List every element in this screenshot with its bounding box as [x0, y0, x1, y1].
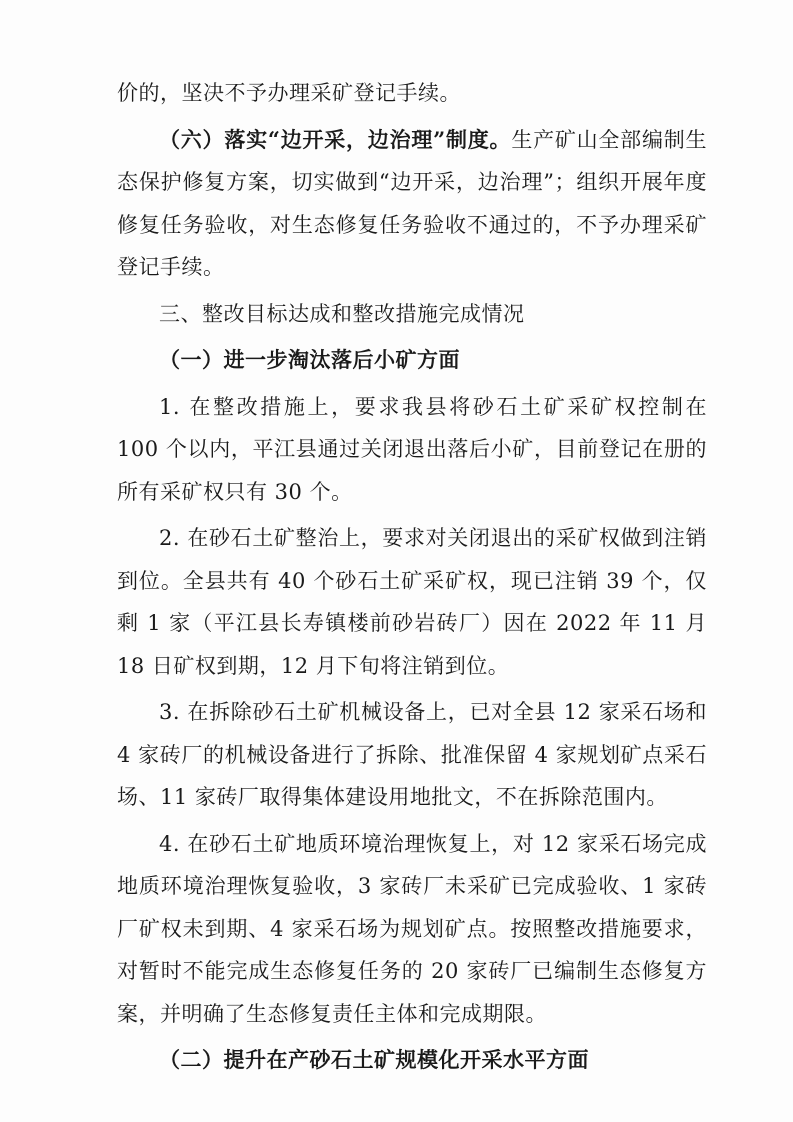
document-body	[117, 72, 707, 1082]
paragraph-measure-2: 2. 在砂石土矿整治上，要求对关闭退出的采矿权做到注销到位。全县共有 40 个砂石土矿采矿权，现已注销 39 个，仅剩 1 家（平江县长寿镇楼前砂岩砖厂）因在 2022 年 11 月 18 日矿权到期，12 月下旬将注销到位。	[117, 526, 707, 678]
subsection-heading-2: （二）提升在产砂石土矿规模化开采水平方面	[159, 1047, 589, 1072]
item-6-heading: （六）落实“边开采，边治理”制度。	[159, 126, 512, 152]
item-6-text: 生产矿山全部编制生态保护修复方案，切实做到“边开采，边治理”；组织开展年度修复任务验收，对生态修复任务验收不通过的，不予办理采矿登记手续。	[117, 127, 707, 279]
subsection-heading-1: （一）进一步淘汰落后小矿方面	[159, 347, 460, 372]
paragraph-item-6	[117, 119, 707, 289]
paragraph-measure-1: 1. 在整改措施上，要求我县将砂石土矿采矿权控制在 100 个以内，平江县通过关闭退出落后小矿，目前登记在册的所有采矿权只有 30 个。	[117, 394, 707, 504]
section-heading-3: 三、整改目标达成和整改措施完成情况	[159, 301, 525, 326]
paragraph-continuation: 价的，坚决不予办理采矿登记手续。	[117, 81, 461, 105]
paragraph-measure-3: 3. 在拆除砂石土矿机械设备上，已对全县 12 家采石场和 4 家砖厂的机械设备进行了拆除、批准保留 4 家规划矿点采石场、11 家砖厂取得集体建设用地批文，不在拆除范围内。	[117, 700, 707, 809]
paragraph-measure-4: 4. 在砂石土矿地质环境治理恢复上，对 12 家采石场完成地质环境治理恢复验收，3 家砖厂未采矿已完成验收、1 家砖厂矿权未到期、4 家采石场为规划矿点。按照整改措施要求，对暂时不能完成生态修复任务的 20 家砖厂已编制生态修复方案，并明确了生态修复责任主体和完成期限。	[117, 831, 707, 1026]
